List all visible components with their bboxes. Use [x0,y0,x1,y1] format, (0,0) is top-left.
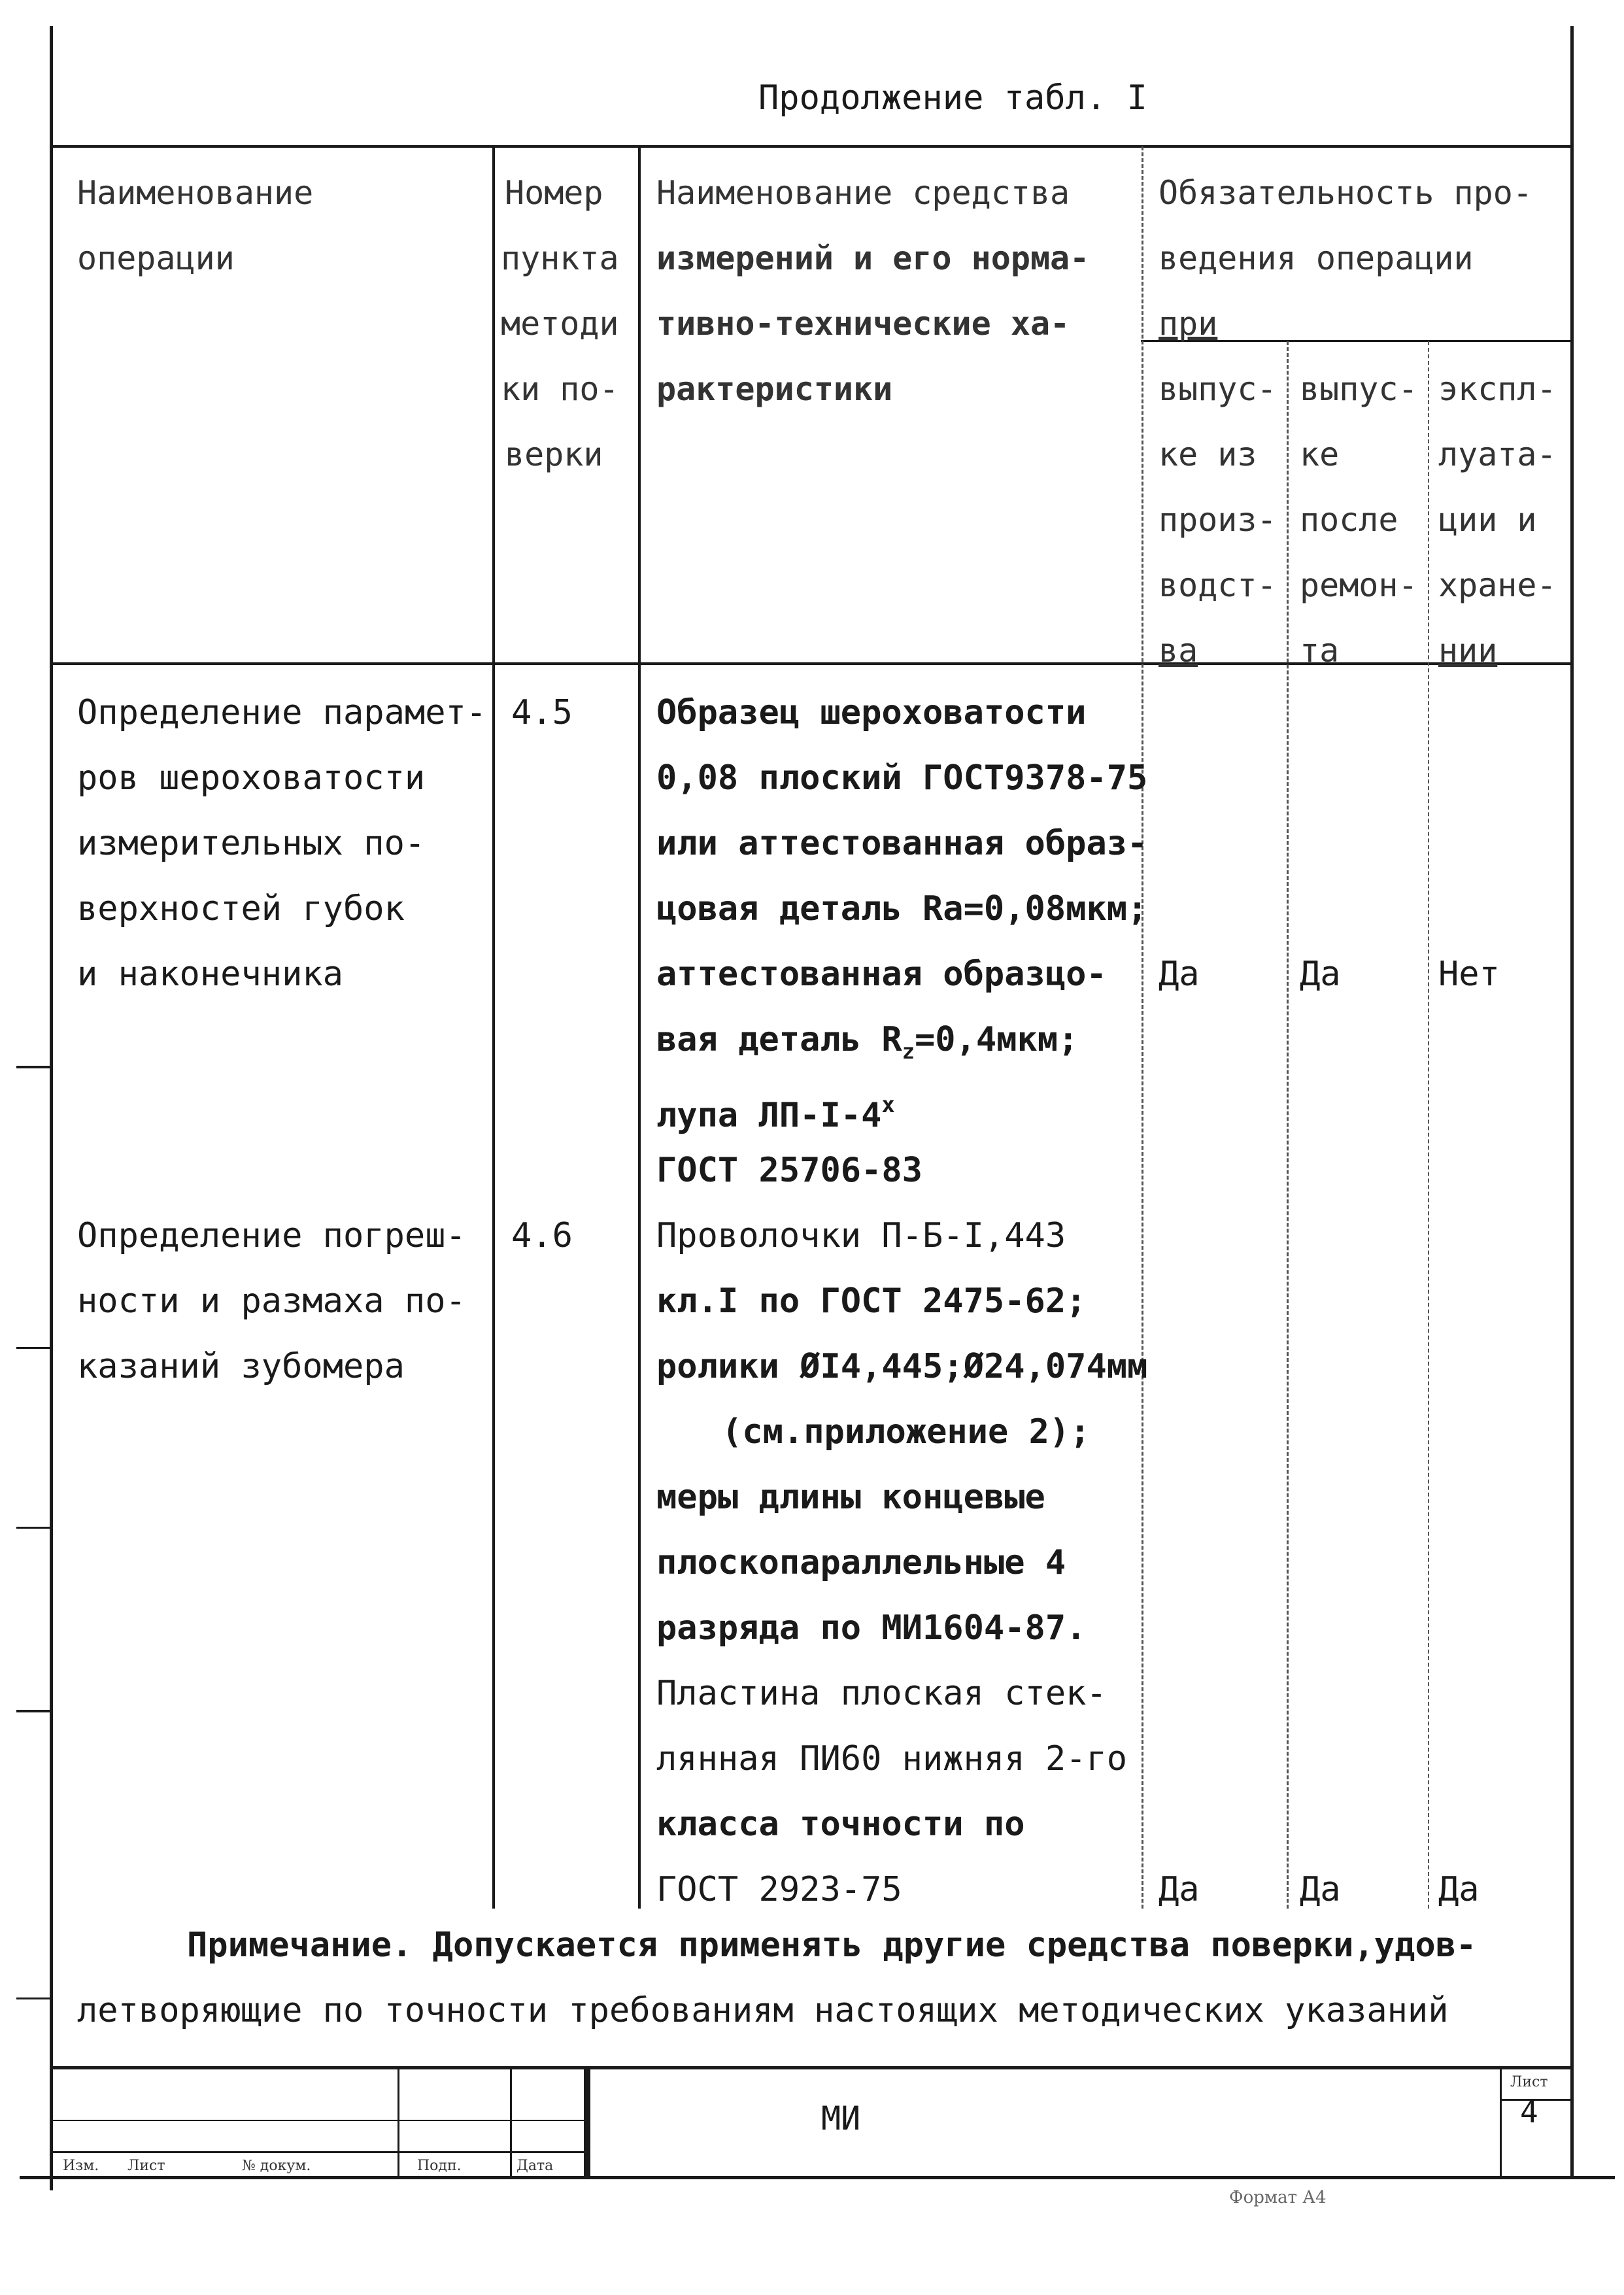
edge-mark [16,1998,50,1999]
stamp-sheet-number: 4 [1520,2094,1538,2130]
row1-release-repair: Да [1300,955,1341,994]
stamp-doc-code: МИ [821,2100,861,2137]
edge-mark [16,1347,50,1349]
stamp-label-doc-no: № докум. [242,2158,311,2174]
stamp-label-list: Лист [127,2158,165,2174]
edge-mark [16,1527,50,1529]
row1-release-production: Да [1159,955,1200,994]
frame-right-border [1570,26,1574,2177]
table-caption: Продолжение табл. I [758,78,1147,118]
edge-mark [16,1710,50,1712]
edge-mark [16,1066,50,1068]
col-divider-4 [1287,341,1289,1909]
frame-bottom-border [20,2176,1615,2179]
row2-item: 4.6 [511,1216,573,1255]
row1-item: 4.5 [511,693,573,732]
col-divider-5 [1428,341,1429,1909]
frame-left-border [50,26,53,2190]
row2-release-repair: Да [1300,1870,1341,1909]
row1-operation-storage: Нет [1438,955,1500,994]
header-bottom-rule [52,662,1570,665]
col-divider-1 [492,146,495,1909]
stamp-label-izm: Изм. [63,2158,99,2174]
table-top-rule [52,145,1570,148]
row2-release-production: Да [1159,1870,1200,1909]
stamp-sheet-label: Лист [1510,2074,1548,2090]
row2-operation-storage: Да [1438,1870,1480,1909]
col-divider-3 [1142,146,1143,1909]
stamp-label-sign: Подп. [417,2158,462,2174]
stamp-label-date: Дата [516,2158,554,2174]
col-divider-2 [638,146,641,1909]
format-label: Формат А4 [1229,2188,1327,2207]
